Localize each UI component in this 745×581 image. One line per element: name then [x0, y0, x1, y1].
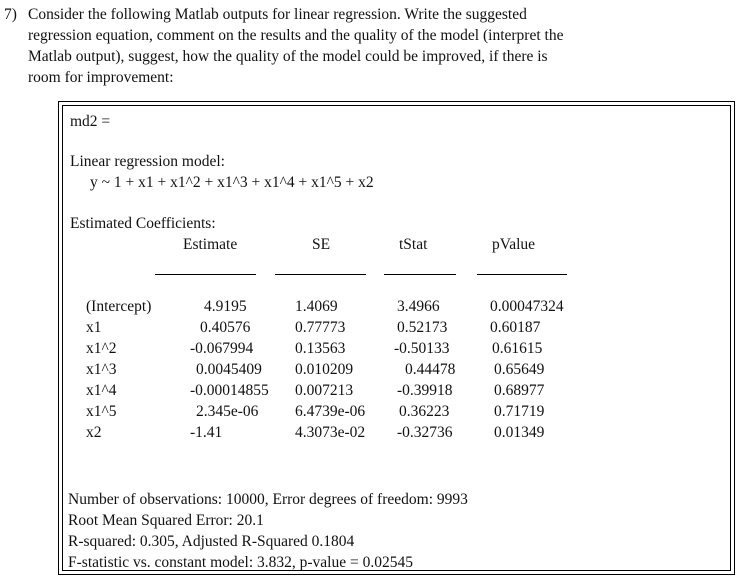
cell-pvalue: 0.71719 — [494, 403, 545, 420]
cell-se: 0.77773 — [295, 319, 346, 336]
question-number: 7) — [4, 6, 17, 23]
model-formula: y ~ 1 + x1 + x1^2 + x1^3 + x1^4 + x1^5 + x2 — [90, 174, 374, 191]
cell-name: x1^5 — [86, 403, 117, 420]
cell-pvalue: 0.60187 — [490, 319, 541, 336]
header-underline-tstat — [384, 274, 456, 275]
question-line-2: regression equation, comment on the results and the quality of the model (interpret the — [28, 27, 564, 44]
cell-pvalue: 0.65649 — [494, 361, 545, 378]
header-underline-estimate — [155, 274, 256, 275]
cell-se: 1.4069 — [295, 298, 338, 315]
cell-pvalue: 0.68977 — [494, 382, 545, 399]
header-tstat: tStat — [399, 236, 428, 253]
cell-estimate: 0.40576 — [200, 319, 251, 336]
cell-estimate: -1.41 — [190, 424, 223, 441]
cell-pvalue: 0.01349 — [494, 424, 545, 441]
variable-line: md2 = — [70, 113, 111, 130]
cell-se: 6.4739e-06 — [295, 403, 366, 420]
cell-name: x1 — [86, 319, 102, 336]
cell-estimate: -0.067994 — [190, 340, 254, 357]
cell-tstat: -0.39918 — [397, 382, 453, 399]
header-estimate: Estimate — [183, 236, 238, 253]
cell-estimate: 0.0045409 — [196, 361, 262, 378]
cell-pvalue: 0.61615 — [492, 340, 543, 357]
cell-se: 0.010209 — [295, 361, 354, 378]
cell-estimate: 2.345e-06 — [196, 403, 259, 420]
header-underline-se — [275, 274, 366, 275]
summary-rsquared: R-squared: 0.305, Adjusted R-Squared 0.1804 — [68, 533, 355, 550]
model-title: Linear regression model: — [70, 153, 225, 170]
question-line-3: Matlab output), suggest, how the quality of the model could be improved, if there is — [28, 48, 548, 65]
summary-rmse: Root Mean Squared Error: 20.1 — [68, 512, 264, 529]
cell-tstat: 0.36223 — [399, 403, 450, 420]
summary-observations: Number of observations: 10000, Error degrees of freedom: 9993 — [68, 491, 468, 508]
cell-tstat: 0.44478 — [405, 361, 456, 378]
cell-tstat: 3.4966 — [397, 298, 440, 315]
cell-se: 0.13563 — [295, 340, 346, 357]
question-line-1: Consider the following Matlab outputs for linear regression. Write the suggested — [28, 6, 527, 23]
cell-name: x1^2 — [86, 340, 117, 357]
cell-tstat: -0.32736 — [397, 424, 453, 441]
coefficients-title: Estimated Coefficients: — [70, 215, 216, 232]
cell-name: x2 — [86, 424, 102, 441]
cell-name: (Intercept) — [86, 298, 152, 315]
cell-pvalue: 0.00047324 — [490, 298, 564, 315]
cell-name: x1^4 — [86, 382, 117, 399]
cell-name: x1^3 — [86, 361, 117, 378]
summary-fstatistic: F-statistic vs. constant model: 3.832, p-value = 0.02545 — [68, 554, 413, 571]
question-block — [4, 4, 733, 88]
header-pvalue: pValue — [492, 236, 536, 253]
cell-se: 4.3073e-02 — [295, 424, 366, 441]
cell-tstat: 0.52173 — [397, 319, 448, 336]
header-se: SE — [312, 236, 331, 253]
cell-estimate: -0.00014855 — [190, 382, 269, 399]
cell-se: 0.007213 — [295, 382, 354, 399]
cell-tstat: -0.50133 — [394, 340, 450, 357]
question-line-4: room for improvement: — [28, 69, 174, 86]
header-underline-pvalue — [477, 274, 567, 275]
cell-estimate: 4.9195 — [204, 298, 247, 315]
